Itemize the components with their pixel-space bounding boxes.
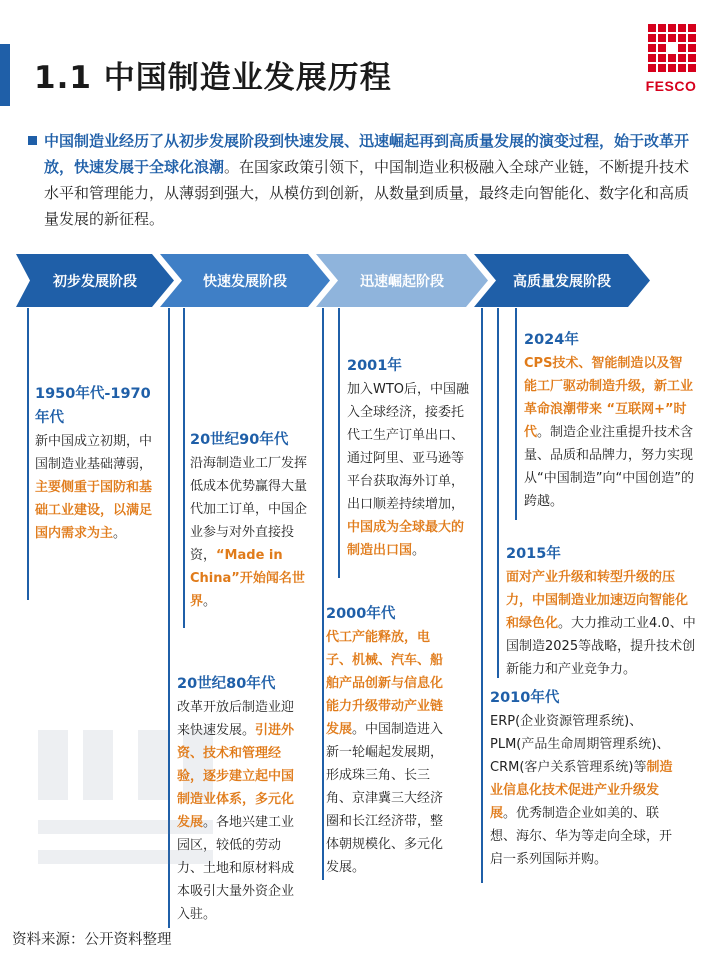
timeline-line	[481, 308, 483, 883]
event-year: 2024年	[524, 332, 579, 348]
fesco-dot-grid-icon	[648, 24, 696, 72]
fesco-logo	[640, 24, 700, 96]
event-text: 面对产业升级和转型升级的压力，中国制造业加速迈向智能化和绿色化。大力推动工业4.0、中国制造2025等战略，提升技术创新能力和产业竞争力。	[506, 570, 696, 677]
stage-label: 高质量发展阶段	[513, 273, 611, 290]
logo-text: FESCO	[645, 78, 697, 94]
stage-label: 迅速崛起阶段	[360, 273, 444, 290]
event-1950s	[35, 382, 163, 545]
stage-arrow-4	[474, 254, 650, 307]
timeline-line	[497, 308, 499, 678]
page-title: 1.1 中国制造业发展历程	[34, 60, 392, 96]
intro-rest: 。在国家政策引领下，中国制造业积极融入全球产业链，不断提升技术水平和管理能力，从薄弱到强大，从模仿到创新，从数量到质量，最终走向智能化、数字化和高质量发展的新征程。	[44, 158, 690, 228]
timeline-line	[183, 308, 185, 628]
stage-arrow-1	[16, 254, 174, 307]
event-2000s	[326, 602, 454, 879]
stage-label: 快速发展阶段	[203, 273, 287, 290]
event-text: 新中国成立初期，中国制造业基础薄弱，主要侧重于国防和基础工业建设，以满足国内需求为主。	[35, 434, 153, 541]
event-1980s	[177, 672, 305, 926]
event-text: 加入WTO后，中国融入全球经济，接委托代工生产订单出口、通过阿里、亚马逊等平台获取海外订单，出口顺差持续增加，中国成为全球最大的制造出口国。	[347, 382, 470, 558]
timeline-line	[27, 308, 29, 600]
stage-label: 初步发展阶段	[53, 273, 137, 290]
timeline-line	[338, 308, 340, 578]
event-year: 2000年代	[326, 606, 396, 622]
stage-arrow-3	[316, 254, 488, 307]
event-year: 20世纪90年代	[190, 432, 289, 448]
event-text: CPS技术、智能制造以及智能工厂驱动制造升级，新工业革命浪潮带来 “互联网+”时代。制造企业注重提升技术含量、品质和品牌力，努力实现从“中国制造”向“中国创造”的跨越。	[524, 356, 694, 509]
title-accent-bar	[0, 44, 10, 106]
source-note: 资料来源：公开资料整理	[12, 932, 172, 948]
event-text: ERP(企业资源管理系统)、PLM(产品生命周期管理系统)、CRM(客户关系管理系统)等制造业信息化技术促进产业升级发展。优秀制造企业如美的、联想、海尔、华为等走向全球，开启一系列国际并购。	[490, 714, 673, 867]
event-year: 2010年代	[490, 690, 560, 706]
event-2015	[506, 542, 696, 681]
event-text: 沿海制造业工厂发挥低成本优势赢得大量代加工订单，中国企业参与对外直接投资，“Made in China”开始闻名世界。	[190, 456, 308, 609]
event-text: 改革开放后制造业迎来快速发展。引进外资、技术和管理经验，逐步建立起中国制造业体系，多元化发展。各地兴建工业园区，较低的劳动力、土地和原材料成本吸引大量外资企业入驻。	[177, 700, 295, 922]
event-year: 1950年代-1970年代	[35, 386, 151, 426]
intro-paragraph	[44, 128, 692, 232]
stage-arrow-2	[160, 254, 330, 307]
event-2010s	[490, 686, 680, 871]
event-year: 2001年	[347, 358, 402, 374]
intro-highlight: 中国制造业经历了从初步发展阶段到快速发展、迅速崛起再到高质量发展的演变过程，始于改革开放，快速发展于全球化浪潮	[44, 132, 690, 176]
event-year: 20世纪80年代	[177, 676, 276, 692]
timeline-line	[322, 308, 324, 880]
square-bullet-icon	[28, 136, 37, 145]
event-text: 代工产能释放，电子、机械、汽车、船舶产品创新与信息化能力升级带动产业链发展。中国制造进入新一轮崛起发展期，形成珠三角、长三角、京津冀三大经济圈和长江经济带，整体朝规模化、多元化发展。	[326, 630, 444, 875]
timeline-line	[515, 308, 517, 520]
event-2024	[524, 328, 694, 513]
event-1990s	[190, 428, 314, 613]
event-2001	[347, 354, 473, 562]
event-year: 2015年	[506, 546, 561, 562]
